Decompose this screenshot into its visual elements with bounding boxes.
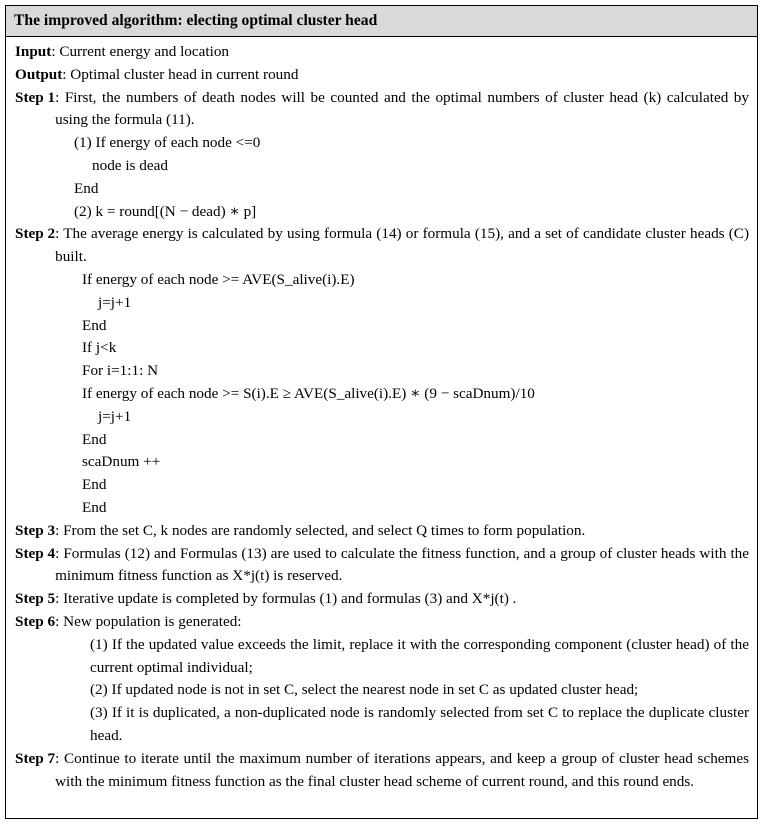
- output-label: Output: [15, 65, 63, 83]
- step-1-text: : First, the numbers of death nodes will be counted and the optimal numbers of cluster head (k) calculated by using the formula (11).: [55, 88, 749, 129]
- step-1-line-2: node is dead: [92, 156, 168, 174]
- algorithm-body: [6, 37, 757, 793]
- step-1-line-4: (2) k = round[(N − dead) ∗ p]: [74, 202, 257, 220]
- step-3-text: : From the set C, k nodes are randomly selected, and select Q times to form population.: [55, 521, 586, 539]
- input-label: Input: [15, 43, 52, 60]
- step-3: [15, 520, 749, 543]
- step-2-code-8: End: [82, 430, 107, 448]
- step-3-label: Step 3: [15, 521, 56, 539]
- step-4-label: Step 4: [15, 544, 56, 562]
- step-2-code-3: End: [82, 316, 107, 334]
- step-6-text: : New population is generated:: [55, 612, 242, 630]
- step-6-sub-1: (1) If the updated value exceeds the limit, replace it with the corresponding component (cluster head) of the current optimal individual;: [90, 635, 749, 676]
- algorithm-title: The improved algorithm: electing optimal cluster head: [6, 6, 757, 37]
- step-4: [15, 543, 749, 589]
- step-2-code-10: End: [82, 476, 107, 494]
- algorithm-box: [5, 5, 758, 819]
- step-2-code-6: If energy of each node >= S(i).E ≥ AVE(S_alive(i).E) ∗ (9 − scaDnum)/10: [82, 384, 535, 402]
- step-7-label: Step 7: [15, 749, 56, 767]
- step-6-sub-2: (2) If updated node is not in set C, select the nearest node in set C as updated cluster head;: [90, 681, 639, 699]
- step-2: [15, 223, 749, 269]
- step-4-text: : Formulas (12) and Formulas (13) are used to calculate the fitness function, and a group of cluster heads with the minimum fitness function as X*j(t) is reserved.: [55, 544, 749, 585]
- output-line: [15, 64, 749, 87]
- step-2-code-1: If energy of each node >= AVE(S_alive(i).E): [82, 270, 355, 288]
- step-2-code-7: j=j+1: [98, 407, 132, 425]
- step-7-text: : Continue to iterate until the maximum number of iterations appears, and keep a group of cluster head schemes with the minimum fitness function as the final cluster head scheme of current round, and this round ends.: [55, 749, 749, 790]
- step-5: [15, 588, 749, 611]
- step-6-label: Step 6: [15, 612, 56, 630]
- step-6-sub-3: (3) If it is duplicated, a non-duplicated node is randomly selected from set C to replace the duplicate cluster head.: [90, 704, 749, 744]
- step-6: [15, 611, 749, 634]
- step-2-text: : The average energy is calculated by using formula (14) or formula (15), and a set of candidate cluster heads (C) built.: [55, 225, 749, 266]
- input-line: [15, 41, 749, 64]
- step-2-code-4: If j<k: [82, 339, 117, 357]
- step-1-line-3: End: [74, 179, 99, 197]
- input-text: : Current energy and location: [51, 43, 230, 60]
- step-2-code-5: For i=1:1: N: [82, 362, 159, 380]
- step-1: [15, 87, 749, 133]
- step-5-label: Step 5: [15, 590, 56, 608]
- step-1-line-1: (1) If energy of each node <=0: [74, 134, 261, 152]
- step-7: [15, 748, 749, 794]
- step-2-code-2: j=j+1: [98, 293, 132, 311]
- step-2-code-9: scaDnum ++: [82, 453, 161, 471]
- step-1-label: Step 1: [15, 88, 56, 106]
- output-text: : Optimal cluster head in current round: [62, 65, 299, 83]
- step-2-label: Step 2: [15, 225, 56, 243]
- step-2-code-11: End: [82, 498, 107, 516]
- step-5-text: : Iterative update is completed by formulas (1) and formulas (3) and X*j(t) .: [55, 590, 517, 608]
